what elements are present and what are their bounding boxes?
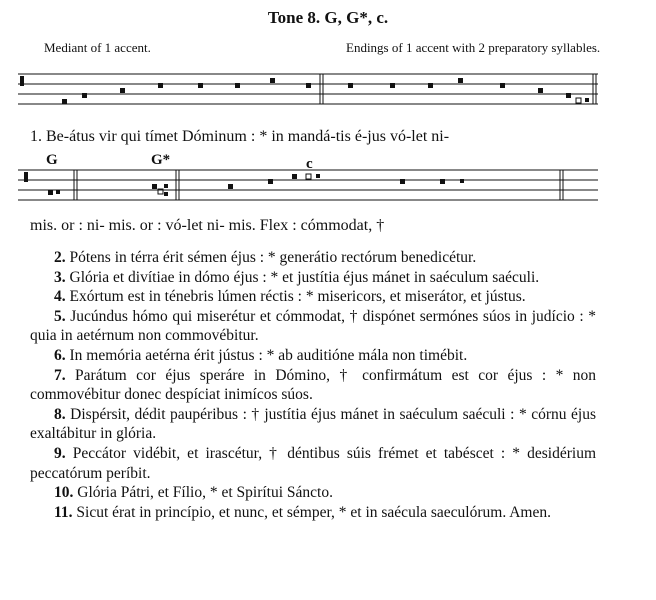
lyric-line-2: mis. or : ni- mis. or : vó-let ni- mis. Flex : cómmodat, † [30,217,385,234]
verse-number: 11. [54,503,73,521]
verse [30,268,596,288]
verse [30,287,596,307]
verse-text: Jucúndus hómo qui miserétur et cómmodat, † dispónet sermónes súos in judício : * quia in aetérnum non commovébitur. [30,307,596,345]
endings-caption: Endings of 1 accent with 2 preparatory syllables. [346,40,601,55]
verse [30,346,596,366]
verse [30,366,596,405]
verse-number: 9. [54,444,66,462]
mediant-caption: Mediant of 1 accent. [44,40,151,55]
lyric-line-1: 1. Be-átus vir qui tímet Dóminum : * in mandá-tis é-jus vó-let ni- [30,128,450,145]
verse-text: Dispérsit, dédit paupéribus : † justítia éjus mánet in saéculum saéculi : * córnu éjus exaltábitur in glória. [30,405,597,443]
verse-text: Sicut érat in princípio, et nunc, et sémper, * et in saécula saeculórum. Amen. [76,503,551,521]
ending-label-g-star: G* [151,152,171,168]
chant-staff-1 [18,70,598,110]
verse-text: Exórtum est in ténebris lúmen réctis : * misericors, et miserátor, et jústus. [69,288,526,306]
verse-number: 4. [54,288,66,306]
verse [30,444,596,483]
verse [30,405,596,444]
verse-text: Pótens in térra érit sémen éjus : * generátio rectórum benedicétur. [69,249,477,266]
verse-text: Parátum cor éjus speráre in Dómino, † confirmátum est cor éjus : * non commovébitur donec despíciat inimícos súos. [30,366,596,404]
verse-number: 8. [54,405,66,423]
neumes-staff-1 [20,76,589,104]
neumes-staff-2 [24,172,464,196]
verse [30,483,596,503]
verse-text: Glória Pátri, et Fílio, * et Spirítui Sáncto. [77,484,333,502]
page-title: Tone 8. G, G*, c. [267,8,389,27]
verse-number: 6. [54,346,66,364]
verse-number: 7. [54,366,66,384]
verse-text: In memória aetérna érit jústus : * ab auditióne mála non timébit. [69,346,468,364]
psalm-verses [30,248,596,522]
verse [30,503,596,523]
verse [30,307,596,346]
ending-label-c: c [306,156,313,172]
chant-staff-2 [18,166,598,206]
verse [30,248,596,268]
verse-number: 3. [54,268,66,286]
verse-number: 10. [54,484,74,502]
verse-text: Glória et divítiae in dómo éjus : * et justítia éjus mánet in saéculum saéculi. [69,268,540,286]
verse-text: Peccátor vidébit, et irascétur, † déntibus súis frémet et tabéscet : * desidérium peccatórum períbit. [30,444,596,482]
verse-number: 2. [54,249,66,266]
verse-number: 5. [54,307,66,325]
ending-label-g: G [46,152,58,168]
